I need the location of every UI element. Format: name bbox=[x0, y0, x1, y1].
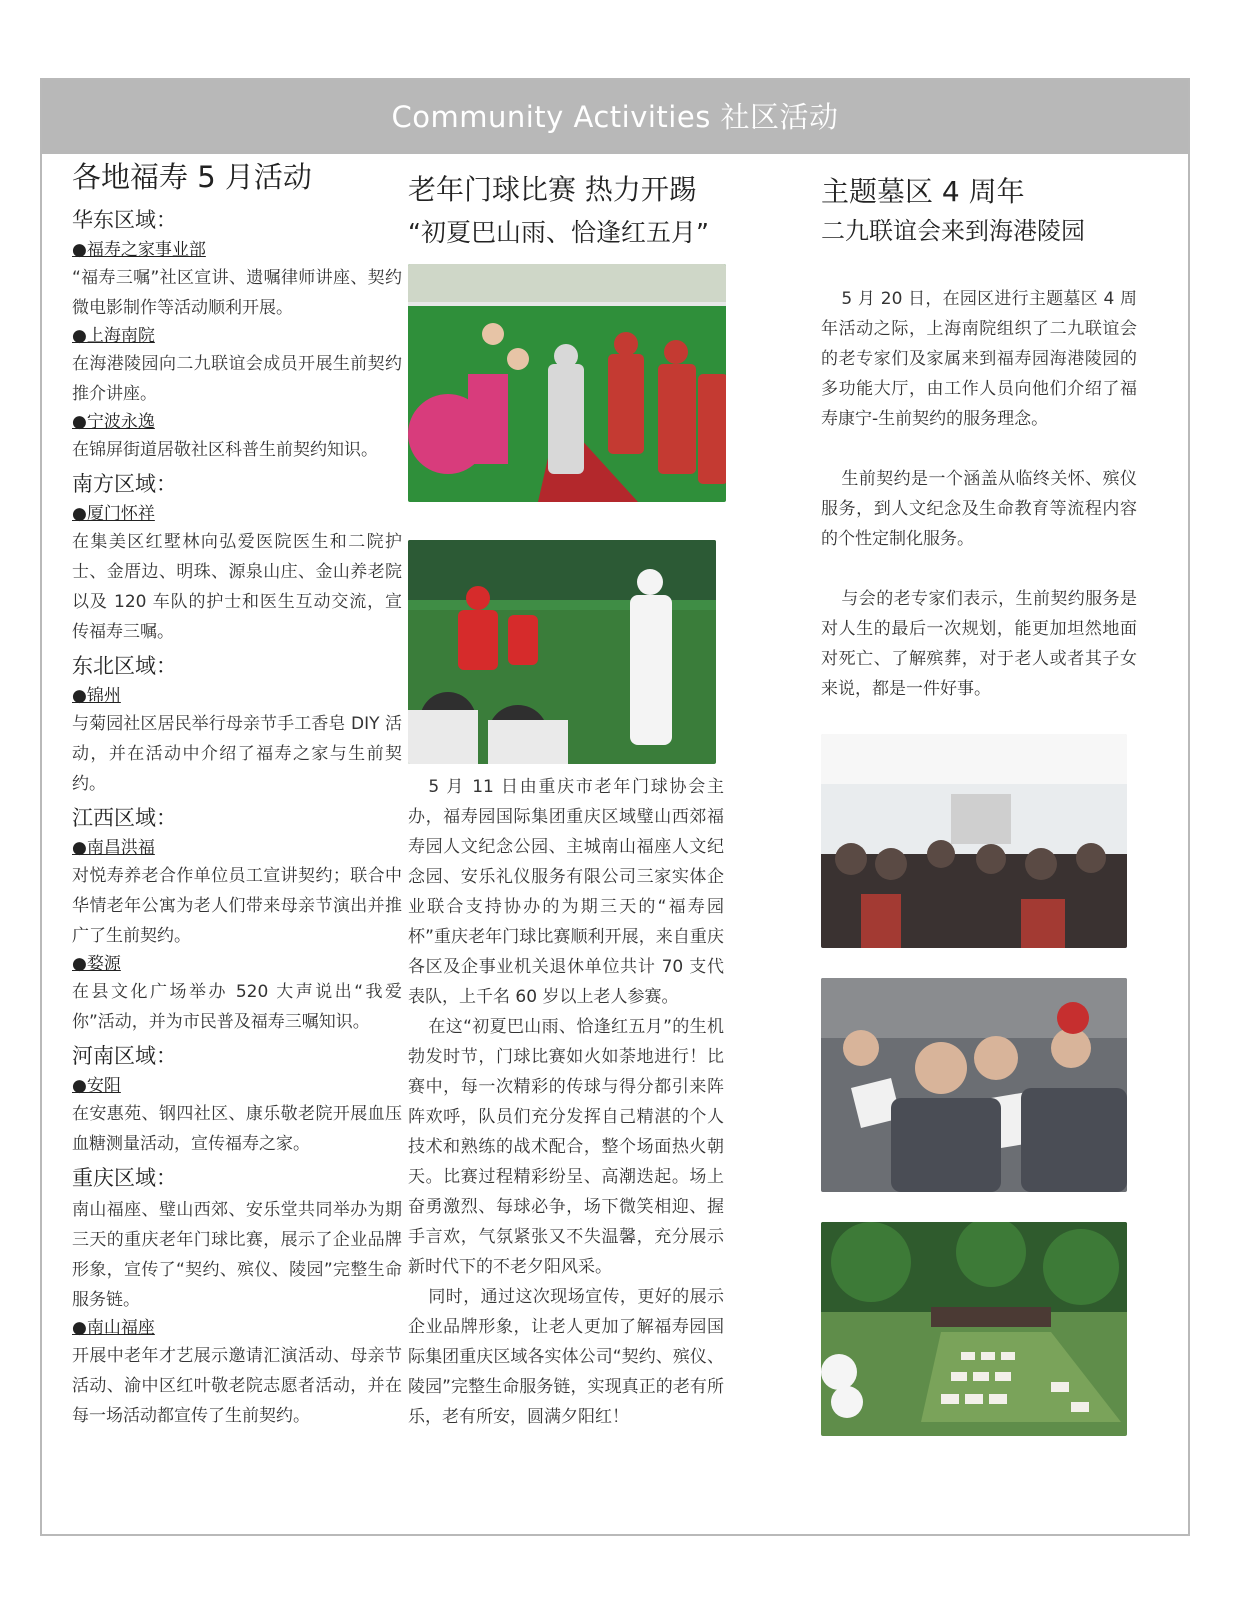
activity-text: 南山福座、璧山西郊、安乐堂共同举办为期三天的重庆老年门球比赛，展示了企业品牌形象，宣传了“契约、殡仪、陵园”完整生命服务链。 bbox=[72, 1200, 402, 1310]
article-paragraph: 5 月 20 日，在园区进行主题墓区 4 周年活动之际，上海南院组织了二九联谊会的老专家们及家属来到福寿园海港陵园的多功能大厅，由工作人员向他们介绍了福寿康宁-生前契约的服务理念。 bbox=[821, 289, 1137, 429]
memorial-garden-photo bbox=[821, 1222, 1127, 1436]
activity-text: 在海港陵园向二九联谊会成员开展生前契约推介讲座。 bbox=[72, 354, 402, 404]
org-name: ●宁波永逸 bbox=[72, 412, 155, 432]
org-name: ●上海南院 bbox=[72, 326, 155, 346]
org-name: ●南山福座 bbox=[72, 1318, 155, 1338]
article-paragraph: 同时，通过这次现场宣传，更好的展示企业品牌形象，让老人更加了解福寿园国际集团重庆区域各实体公司“契约、殡仪、陵园”完整生命服务链，实现真正的老有所乐，老有所安，圆满夕阳红！ bbox=[408, 1287, 724, 1427]
org-name: ●厦门怀祥 bbox=[72, 504, 155, 524]
gateball-photo-2 bbox=[408, 540, 716, 764]
region-heading: 华东区域： bbox=[72, 208, 177, 232]
article-title: 主题墓区 4 周年 bbox=[821, 175, 1025, 208]
anniversary-article-column bbox=[821, 172, 1137, 1436]
org-name: ●福寿之家事业部 bbox=[72, 240, 206, 260]
region-heading: 东北区域： bbox=[72, 654, 177, 678]
region-heading: 南方区域： bbox=[72, 472, 177, 496]
gateball-article-column bbox=[408, 170, 724, 1432]
section-banner: Community Activities 社区活动 bbox=[42, 80, 1188, 154]
article-subtitle: 二九联谊会来到海港陵园 bbox=[821, 217, 1085, 245]
column-title: 各地福寿 5 月活动 bbox=[72, 160, 312, 194]
article-title: 老年门球比赛 热力开踢 bbox=[408, 173, 697, 206]
article-paragraph: 在这“初夏巴山雨、恰逢红五月”的生机勃发时节，门球比赛如火如荼地进行！比赛中，每一次精彩的传球与得分都引来阵阵欢呼，队员们充分发挥自己精湛的个人技术和熟练的战术配合，整个场面热火朝天。比赛过程精彩纷呈、高潮迭起。场上奋勇激烈、每球必争，场下微笑相迎、握手言欢，气氛紧张又不失温馨，充分展示新时代下的不老夕阳风采。 bbox=[408, 1017, 724, 1277]
activity-text: 对悦寿养老合作单位员工宣讲契约；联合中华情老年公寓为老人们带来母亲节演出并推广了生前契约。 bbox=[72, 866, 402, 946]
article-paragraph: 与会的老专家们表示，生前契约服务是对人生的最后一次规划，能更加坦然地面对死亡、了解殡葬，对于老人或者其子女来说，都是一件好事。 bbox=[821, 589, 1137, 699]
region-heading: 江西区域： bbox=[72, 806, 177, 830]
activity-text: 开展中老年才艺展示邀请汇演活动、母亲节活动、渝中区红叶敬老院志愿者活动，并在每一场活动都宣传了生前契约。 bbox=[72, 1346, 402, 1426]
seniors-reading-photo bbox=[821, 978, 1127, 1192]
activity-text: 在锦屏街道居敬社区科普生前契约知识。 bbox=[72, 440, 378, 460]
article-paragraph: 5 月 11 日由重庆市老年门球协会主办，福寿园国际集团重庆区域璧山西郊福寿园人文纪念公园、主城南山福座人文纪念园、安乐礼仪服务有限公司三家实体企业联合支持协办的为期三天的“福寿园杯”重庆老年门球比赛顺利开展，来自重庆各区及企事业机关退休单位共计 70 支代表队，上千名 60 岁以上老人参赛。 bbox=[408, 777, 724, 1007]
activity-text: 与菊园社区居民举行母亲节手工香皂 DIY 活动，并在活动中介绍了福寿之家与生前契约。 bbox=[72, 714, 402, 794]
activity-text: 在县文化广场举办 520 大声说出“我爱你”活动，并为市民普及福寿三嘱知识。 bbox=[72, 982, 402, 1032]
page-frame bbox=[40, 78, 1190, 1536]
activity-text: “福寿三嘱”社区宣讲、遗嘱律师讲座、契约微电影制作等活动顺利开展。 bbox=[72, 268, 402, 318]
org-name: ●安阳 bbox=[72, 1076, 121, 1096]
gateball-photo-1 bbox=[408, 264, 726, 502]
regional-activities-column bbox=[72, 157, 402, 1431]
seminar-hall-photo bbox=[821, 734, 1127, 948]
article-subtitle: “初夏巴山雨、恰逢红五月” bbox=[408, 218, 709, 247]
org-name: ●锦州 bbox=[72, 686, 121, 706]
org-name: ●南昌洪福 bbox=[72, 838, 155, 858]
article-paragraph: 生前契约是一个涵盖从临终关怀、殡仪服务，到人文纪念及生命教育等流程内容的个性定制化服务。 bbox=[821, 469, 1137, 549]
activity-text: 在集美区红墅林向弘爱医院医生和二院护士、金厝边、明珠、源泉山庄、金山养老院以及 120 车队的护士和医生互动交流，宣传福寿三嘱。 bbox=[72, 532, 402, 642]
region-heading: 重庆区域： bbox=[72, 1166, 177, 1190]
activity-text: 在安惠苑、钢四社区、康乐敬老院开展血压血糖测量活动，宣传福寿之家。 bbox=[72, 1104, 402, 1154]
org-name: ●婺源 bbox=[72, 954, 121, 974]
region-heading: 河南区域： bbox=[72, 1044, 177, 1068]
